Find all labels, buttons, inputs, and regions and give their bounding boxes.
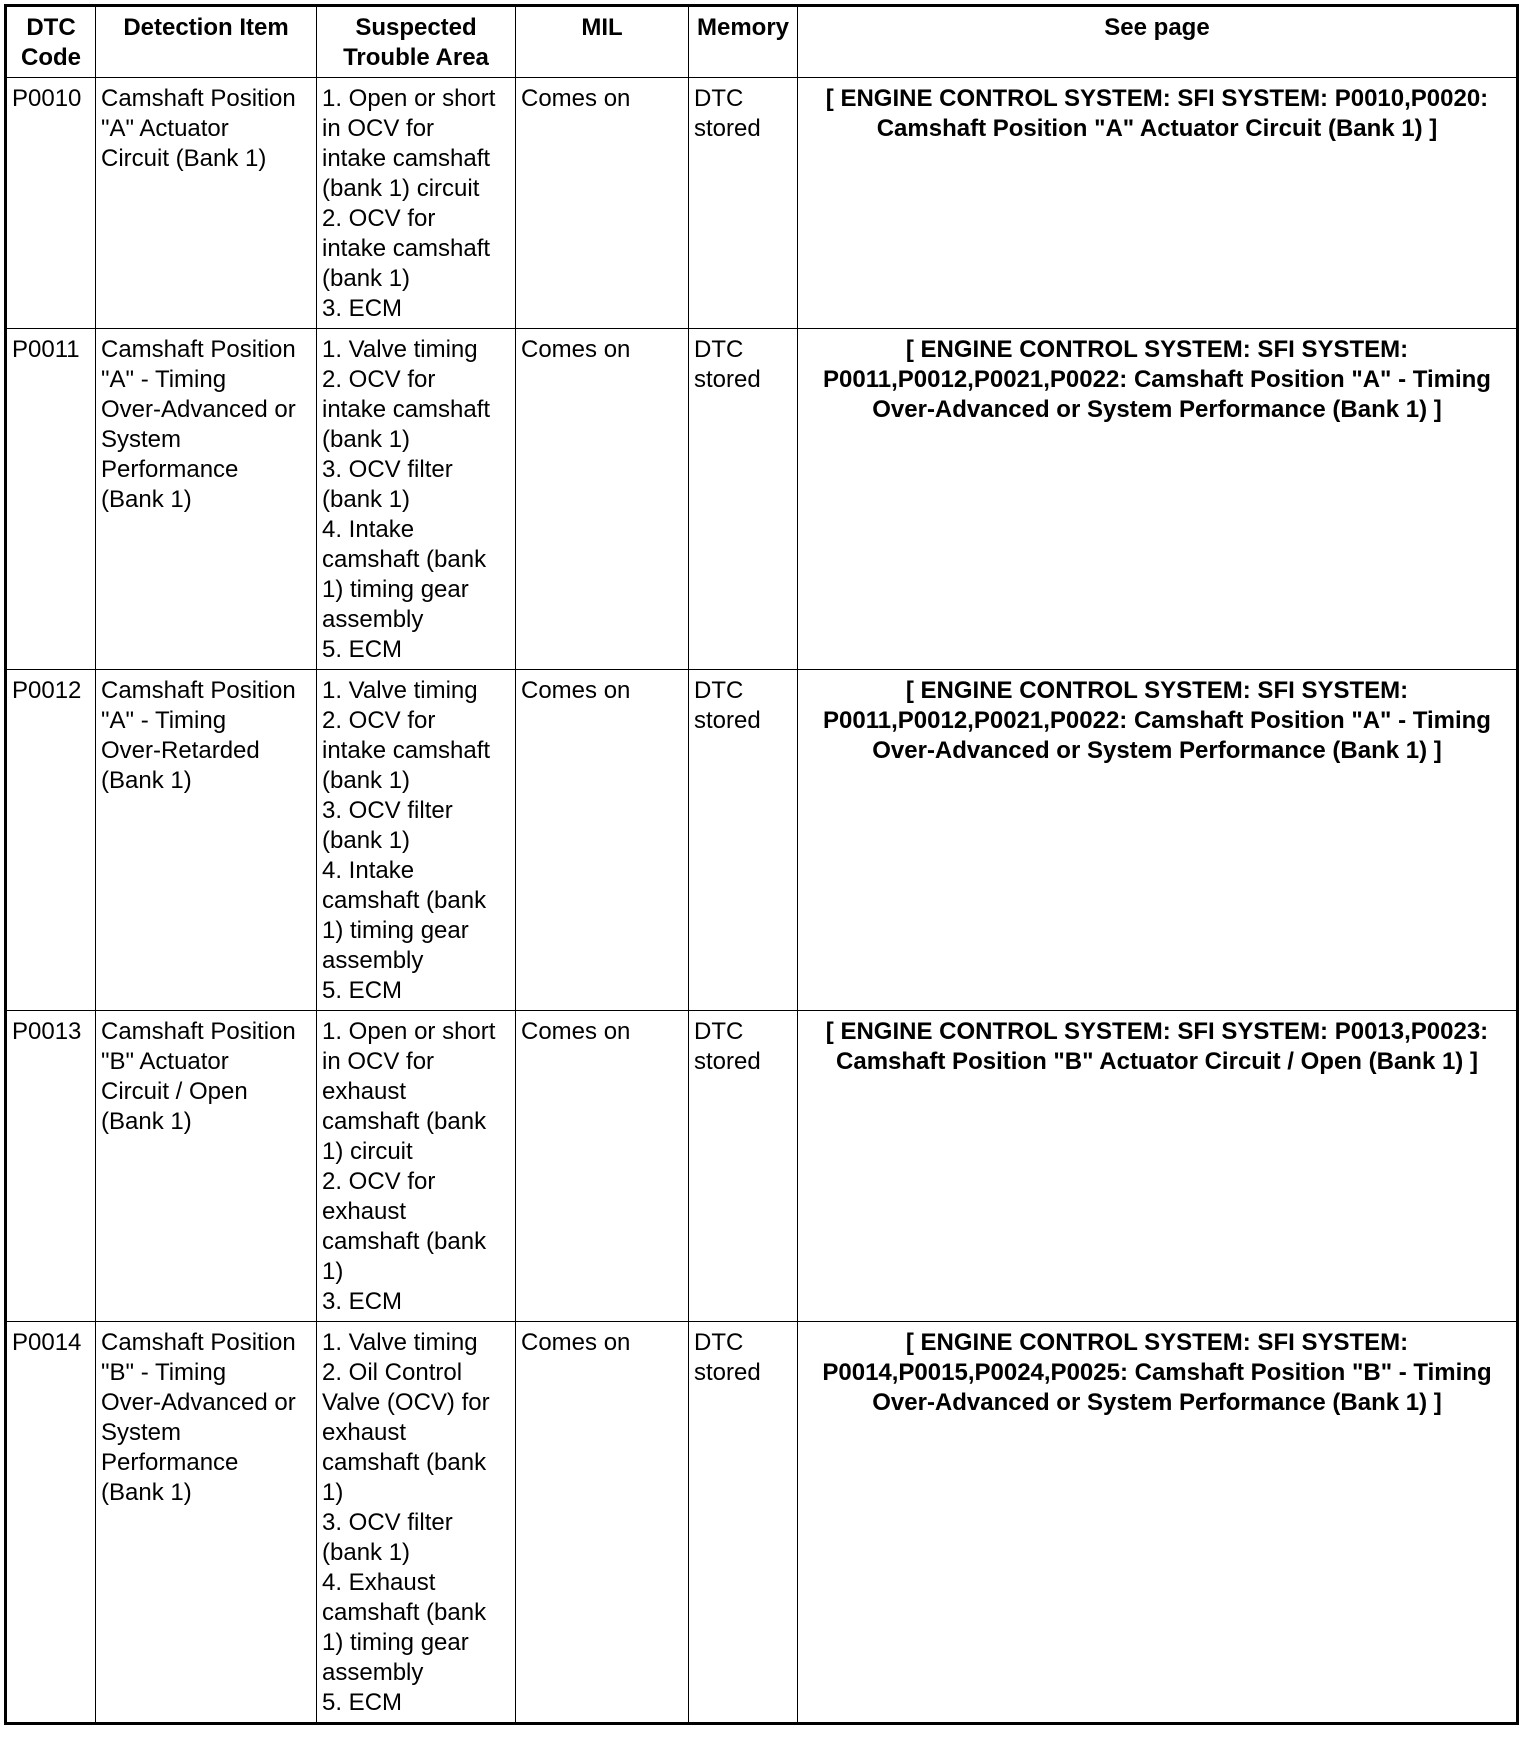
detection-item-cell-line: Over-Advanced or (101, 396, 296, 423)
trouble-area-cell-line: camshaft (bank (322, 1108, 487, 1135)
see-page-cell-line: [ ENGINE CONTROL SYSTEM: SFI SYSTEM: (905, 336, 1409, 363)
memory-cell-line: DTC (694, 1329, 744, 1356)
trouble-area-cell-line: 3. OCV filter (322, 456, 453, 483)
table-row (6, 78, 1518, 329)
header-see-page: See page (798, 6, 1518, 78)
header-dtc-code-line: Code (21, 44, 81, 71)
memory-cell-line: DTC (694, 677, 744, 704)
mil-cell: Comes on (516, 1322, 689, 1724)
trouble-area-cell-line: 1. Valve timing (322, 336, 478, 363)
trouble-area-cell-line: camshaft (bank (322, 1228, 487, 1255)
header-suspected-trouble-area (317, 6, 516, 78)
detection-item-cell (96, 78, 317, 329)
dtc-code-cell: P0014 (6, 1322, 96, 1724)
trouble-area-cell-line: camshaft (bank (322, 546, 487, 573)
trouble-area-cell-line: 3. OCV filter (322, 797, 453, 824)
see-page-cell (798, 329, 1518, 670)
trouble-area-cell-line: 1) timing gear (322, 576, 469, 603)
trouble-area-cell-line: 2. Oil Control (322, 1359, 463, 1386)
see-page-cell-line: [ ENGINE CONTROL SYSTEM: SFI SYSTEM: (905, 1329, 1409, 1356)
detection-item-cell-line: Performance (101, 1449, 239, 1476)
trouble-area-cell-line: (bank 1) (322, 486, 411, 513)
trouble-area-cell (317, 1011, 516, 1322)
detection-item-cell-line: (Bank 1) (101, 767, 192, 794)
trouble-area-cell-line: intake camshaft (322, 235, 491, 262)
trouble-area-cell-line: 1) timing gear (322, 1629, 469, 1656)
trouble-area-cell-line: assembly (322, 1659, 424, 1686)
trouble-area-cell-line: assembly (322, 606, 424, 633)
trouble-area-cell-line: 3. ECM (322, 295, 403, 322)
header-area-line: Suspected (355, 14, 477, 41)
trouble-area-cell-line: (bank 1) (322, 827, 411, 854)
trouble-area-cell-line: 4. Intake (322, 857, 415, 884)
see-page-cell-line: P0014,P0015,P0024,P0025: Camshaft Position "B" - Timing (822, 1359, 1492, 1386)
detection-item-cell (96, 329, 317, 670)
memory-cell-line: stored (694, 1048, 761, 1075)
trouble-area-cell-line: camshaft (bank (322, 1599, 487, 1626)
trouble-area-cell-line: camshaft (bank (322, 1449, 487, 1476)
memory-cell (689, 1322, 798, 1724)
memory-cell (689, 78, 798, 329)
detection-item-cell-line: Circuit (Bank 1) (101, 145, 267, 172)
detection-item-cell-line: Circuit / Open (101, 1078, 248, 1105)
trouble-area-cell-line: 1. Valve timing (322, 1329, 478, 1356)
trouble-area-cell-line: 4. Intake (322, 516, 415, 543)
detection-item-cell-line: Camshaft Position (101, 1018, 296, 1045)
see-page-cell-line: [ ENGINE CONTROL SYSTEM: SFI SYSTEM: P0010,P0020: (825, 85, 1489, 112)
detection-item-cell-line: Camshaft Position (101, 85, 296, 112)
memory-cell (689, 1011, 798, 1322)
dtc-code-cell: P0010 (6, 78, 96, 329)
see-page-cell-line: Over-Advanced or System Performance (Bank 1) ] (872, 1389, 1442, 1416)
trouble-area-cell-line: 1. Valve timing (322, 677, 478, 704)
memory-cell-line: stored (694, 366, 761, 393)
memory-cell (689, 670, 798, 1011)
trouble-area-cell (317, 78, 516, 329)
trouble-area-cell-line: (bank 1) (322, 265, 411, 292)
detection-item-cell-line: Performance (101, 456, 239, 483)
detection-item-cell-line: Camshaft Position (101, 336, 296, 363)
detection-item-cell-line: (Bank 1) (101, 486, 192, 513)
dtc-code-cell: P0013 (6, 1011, 96, 1322)
header-memory: Memory (689, 6, 798, 78)
trouble-area-cell-line: 3. ECM (322, 1288, 403, 1315)
header-mil: MIL (516, 6, 689, 78)
trouble-area-cell-line: exhaust (322, 1419, 407, 1446)
memory-cell-line: stored (694, 115, 761, 142)
trouble-area-cell-line: 2. OCV for (322, 205, 436, 232)
see-page-cell-line: P0011,P0012,P0021,P0022: Camshaft Position "A" - Timing (823, 366, 1491, 393)
dtc-code-cell: P0012 (6, 670, 96, 1011)
trouble-area-cell-line: assembly (322, 947, 424, 974)
detection-item-cell-line: "A" - Timing (101, 366, 227, 393)
trouble-area-cell-line: (bank 1) (322, 767, 411, 794)
detection-item-cell-line: "B" - Timing (101, 1359, 227, 1386)
see-page-cell-line: [ ENGINE CONTROL SYSTEM: SFI SYSTEM: P0013,P0023: (825, 1018, 1489, 1045)
detection-item-cell-line: "A" Actuator (101, 115, 229, 142)
detection-item-cell-line: Over-Retarded (101, 737, 260, 764)
trouble-area-cell-line: 1) (322, 1258, 344, 1285)
memory-cell (689, 329, 798, 670)
trouble-area-cell-line: Valve (OCV) for (322, 1389, 490, 1416)
trouble-area-cell-line: intake camshaft (322, 737, 491, 764)
detection-item-cell-line: "A" - Timing (101, 707, 227, 734)
dtc-code-cell: P0011 (6, 329, 96, 670)
detection-item-cell-line: Camshaft Position (101, 1329, 296, 1356)
trouble-area-cell-line: (bank 1) (322, 1539, 411, 1566)
trouble-area-cell-line: in OCV for (322, 115, 435, 142)
trouble-area-cell-line: 1) circuit (322, 1138, 413, 1165)
detection-item-cell-line: (Bank 1) (101, 1108, 192, 1135)
memory-cell-line: stored (694, 1359, 761, 1386)
dtc-table-wrapper (4, 4, 1519, 1725)
mil-cell: Comes on (516, 329, 689, 670)
see-page-cell-line: Camshaft Position "B" Actuator Circuit / Open (Bank 1) ] (836, 1048, 1478, 1075)
detection-item-cell (96, 1011, 317, 1322)
trouble-area-cell-line: intake camshaft (322, 396, 491, 423)
trouble-area-cell-line: 5. ECM (322, 1689, 403, 1716)
detection-item-cell-line: Over-Advanced or (101, 1389, 296, 1416)
table-row (6, 670, 1518, 1011)
header-area-line: Trouble Area (343, 44, 489, 71)
detection-item-cell-line: (Bank 1) (101, 1479, 192, 1506)
table-row (6, 329, 1518, 670)
header-dtc-code-line: DTC (26, 14, 76, 41)
trouble-area-cell-line: camshaft (bank (322, 887, 487, 914)
trouble-area-cell-line: exhaust (322, 1198, 407, 1225)
trouble-area-cell-line: 2. OCV for (322, 707, 436, 734)
trouble-area-cell-line: 2. OCV for (322, 1168, 436, 1195)
see-page-cell (798, 1322, 1518, 1724)
see-page-cell (798, 78, 1518, 329)
table-header (6, 6, 1518, 78)
trouble-area-cell-line: 3. OCV filter (322, 1509, 453, 1536)
detection-item-cell-line: System (101, 426, 182, 453)
detection-item-cell-line: System (101, 1419, 182, 1446)
trouble-area-cell (317, 670, 516, 1011)
mil-cell: Comes on (516, 78, 689, 329)
see-page-cell-line: Over-Advanced or System Performance (Bank 1) ] (872, 396, 1442, 423)
see-page-cell-line: P0011,P0012,P0021,P0022: Camshaft Position "A" - Timing (823, 707, 1491, 734)
trouble-area-cell-line: intake camshaft (322, 145, 491, 172)
trouble-area-cell-line: in OCV for (322, 1048, 435, 1075)
see-page-cell (798, 1011, 1518, 1322)
trouble-area-cell (317, 329, 516, 670)
table-body (6, 78, 1518, 1724)
table-row (6, 1011, 1518, 1322)
header-row (6, 6, 1518, 78)
see-page-cell-line: Over-Advanced or System Performance (Bank 1) ] (872, 737, 1442, 764)
trouble-area-cell-line: 5. ECM (322, 636, 403, 663)
header-detection-item: Detection Item (96, 6, 317, 78)
detection-item-cell (96, 670, 317, 1011)
detection-item-cell-line: "B" Actuator (101, 1048, 229, 1075)
detection-item-cell (96, 1322, 317, 1724)
see-page-cell (798, 670, 1518, 1011)
trouble-area-cell-line: 2. OCV for (322, 366, 436, 393)
mil-cell: Comes on (516, 670, 689, 1011)
trouble-area-cell-line: exhaust (322, 1078, 407, 1105)
dtc-table (4, 4, 1519, 1725)
memory-cell-line: stored (694, 707, 761, 734)
trouble-area-cell-line: 1) (322, 1479, 344, 1506)
trouble-area-cell-line: 5. ECM (322, 977, 403, 1004)
trouble-area-cell-line: 1) timing gear (322, 917, 469, 944)
trouble-area-cell-line: (bank 1) circuit (322, 175, 480, 202)
trouble-area-cell-line: 4. Exhaust (322, 1569, 436, 1596)
memory-cell-line: DTC (694, 1018, 744, 1045)
trouble-area-cell-line: 1. Open or short (322, 85, 496, 112)
see-page-cell-line: [ ENGINE CONTROL SYSTEM: SFI SYSTEM: (905, 677, 1409, 704)
mil-cell: Comes on (516, 1011, 689, 1322)
trouble-area-cell-line: 1. Open or short (322, 1018, 496, 1045)
detection-item-cell-line: Camshaft Position (101, 677, 296, 704)
memory-cell-line: DTC (694, 336, 744, 363)
memory-cell-line: DTC (694, 85, 744, 112)
see-page-cell-line: Camshaft Position "A" Actuator Circuit (Bank 1) ] (876, 115, 1438, 142)
table-row (6, 1322, 1518, 1724)
trouble-area-cell-line: (bank 1) (322, 426, 411, 453)
trouble-area-cell (317, 1322, 516, 1724)
header-dtc-code (6, 6, 96, 78)
